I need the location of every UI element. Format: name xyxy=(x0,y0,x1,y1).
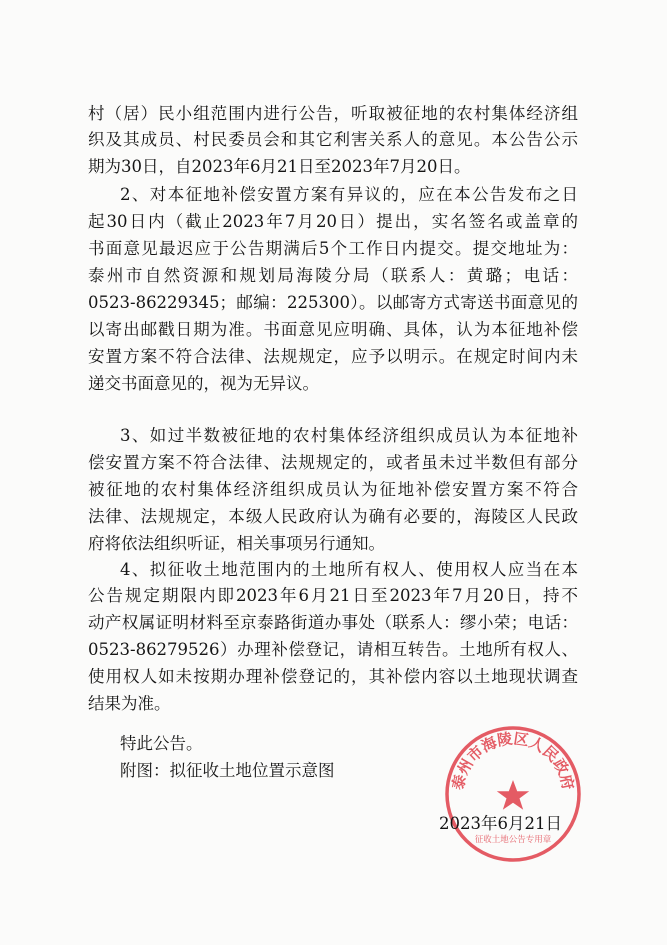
paragraph-2-first-line: 2、对本征地补偿安置方案有异议的，应在本公告发布之日 xyxy=(120,185,578,204)
text-line: 织及其成员、村民委员会和其它利害关系人的意见。本公告公示 xyxy=(88,130,578,149)
text-line: 安置方案不符合法律、法规规定，应予以明示。在规定时间内未 xyxy=(88,347,578,366)
text-line: 书面意见最迟应于公告期满后5个工作日内提交。提交地址为： xyxy=(88,239,578,258)
text-line: 0523-86229345；邮编：225300）。以邮寄方式寄送书面意见的 xyxy=(88,293,578,312)
text-line: 府将依法组织听证，相关事项另行通知。 xyxy=(88,534,385,553)
text-line: 偿安置方案不符合法律、法规规定的，或者虽未过半数但有部分 xyxy=(88,453,578,472)
text-line: 公告规定期限内即2023年6月21日至2023年7月20日，持不 xyxy=(88,586,578,605)
text-line: 被征地的农村集体经济组织成员认为征地补偿安置方案不符合 xyxy=(88,480,578,499)
text-line: 泰州市自然资源和规划局海陵分局（联系人：黄璐；电话： xyxy=(88,266,578,285)
paragraph-3-first-line: 3、如过半数被征地的农村集体经济组织成员认为本征地补 xyxy=(120,426,578,445)
text-line: 结果为准。 xyxy=(88,694,171,713)
seal-text: 泰州市海陵区人民政府 xyxy=(448,729,578,792)
text-line: 法律、法规规定，本级人民政府认为确有必要的，海陵区人民政 xyxy=(88,507,578,526)
signing-date: 2023年6月21日 xyxy=(439,814,562,833)
text-line: 起30日内（截止2023年7月20日）提出，实名签名或盖章的 xyxy=(88,212,578,231)
text-line: 以寄出邮戳日期为准。书面意见应明确、具体，认为本征地补偿 xyxy=(88,320,578,339)
text-line: 0523-86279526）办理补偿登记，请相互转告。土地所有权人、 xyxy=(88,640,578,659)
text-line: 递交书面意见的，视为无异议。 xyxy=(88,374,319,393)
seal-subtitle: 征收土地公告专用章 xyxy=(474,835,552,845)
closing-statement: 特此公告。 xyxy=(120,734,203,753)
text-line: 村（居）民小组范围内进行公告，听取被征地的农村集体经济组 xyxy=(88,104,578,123)
text-line: 使用权人如未按期办理补偿登记的，其补偿内容以土地现状调查 xyxy=(88,667,578,686)
star-icon xyxy=(497,780,529,810)
official-seal xyxy=(443,722,583,862)
text-line: 动产权属证明材料至京泰路街道办事处（联系人：缪小荣；电话： xyxy=(88,613,578,632)
text-line: 期为30日，自2023年6月21日至2023年7月20日。 xyxy=(88,157,471,176)
paragraph-4-first-line: 4、拟征收土地范围内的土地所有权人、使用权人应当在本 xyxy=(120,560,578,579)
attachment-note: 附图：拟征收土地位置示意图 xyxy=(120,761,335,780)
